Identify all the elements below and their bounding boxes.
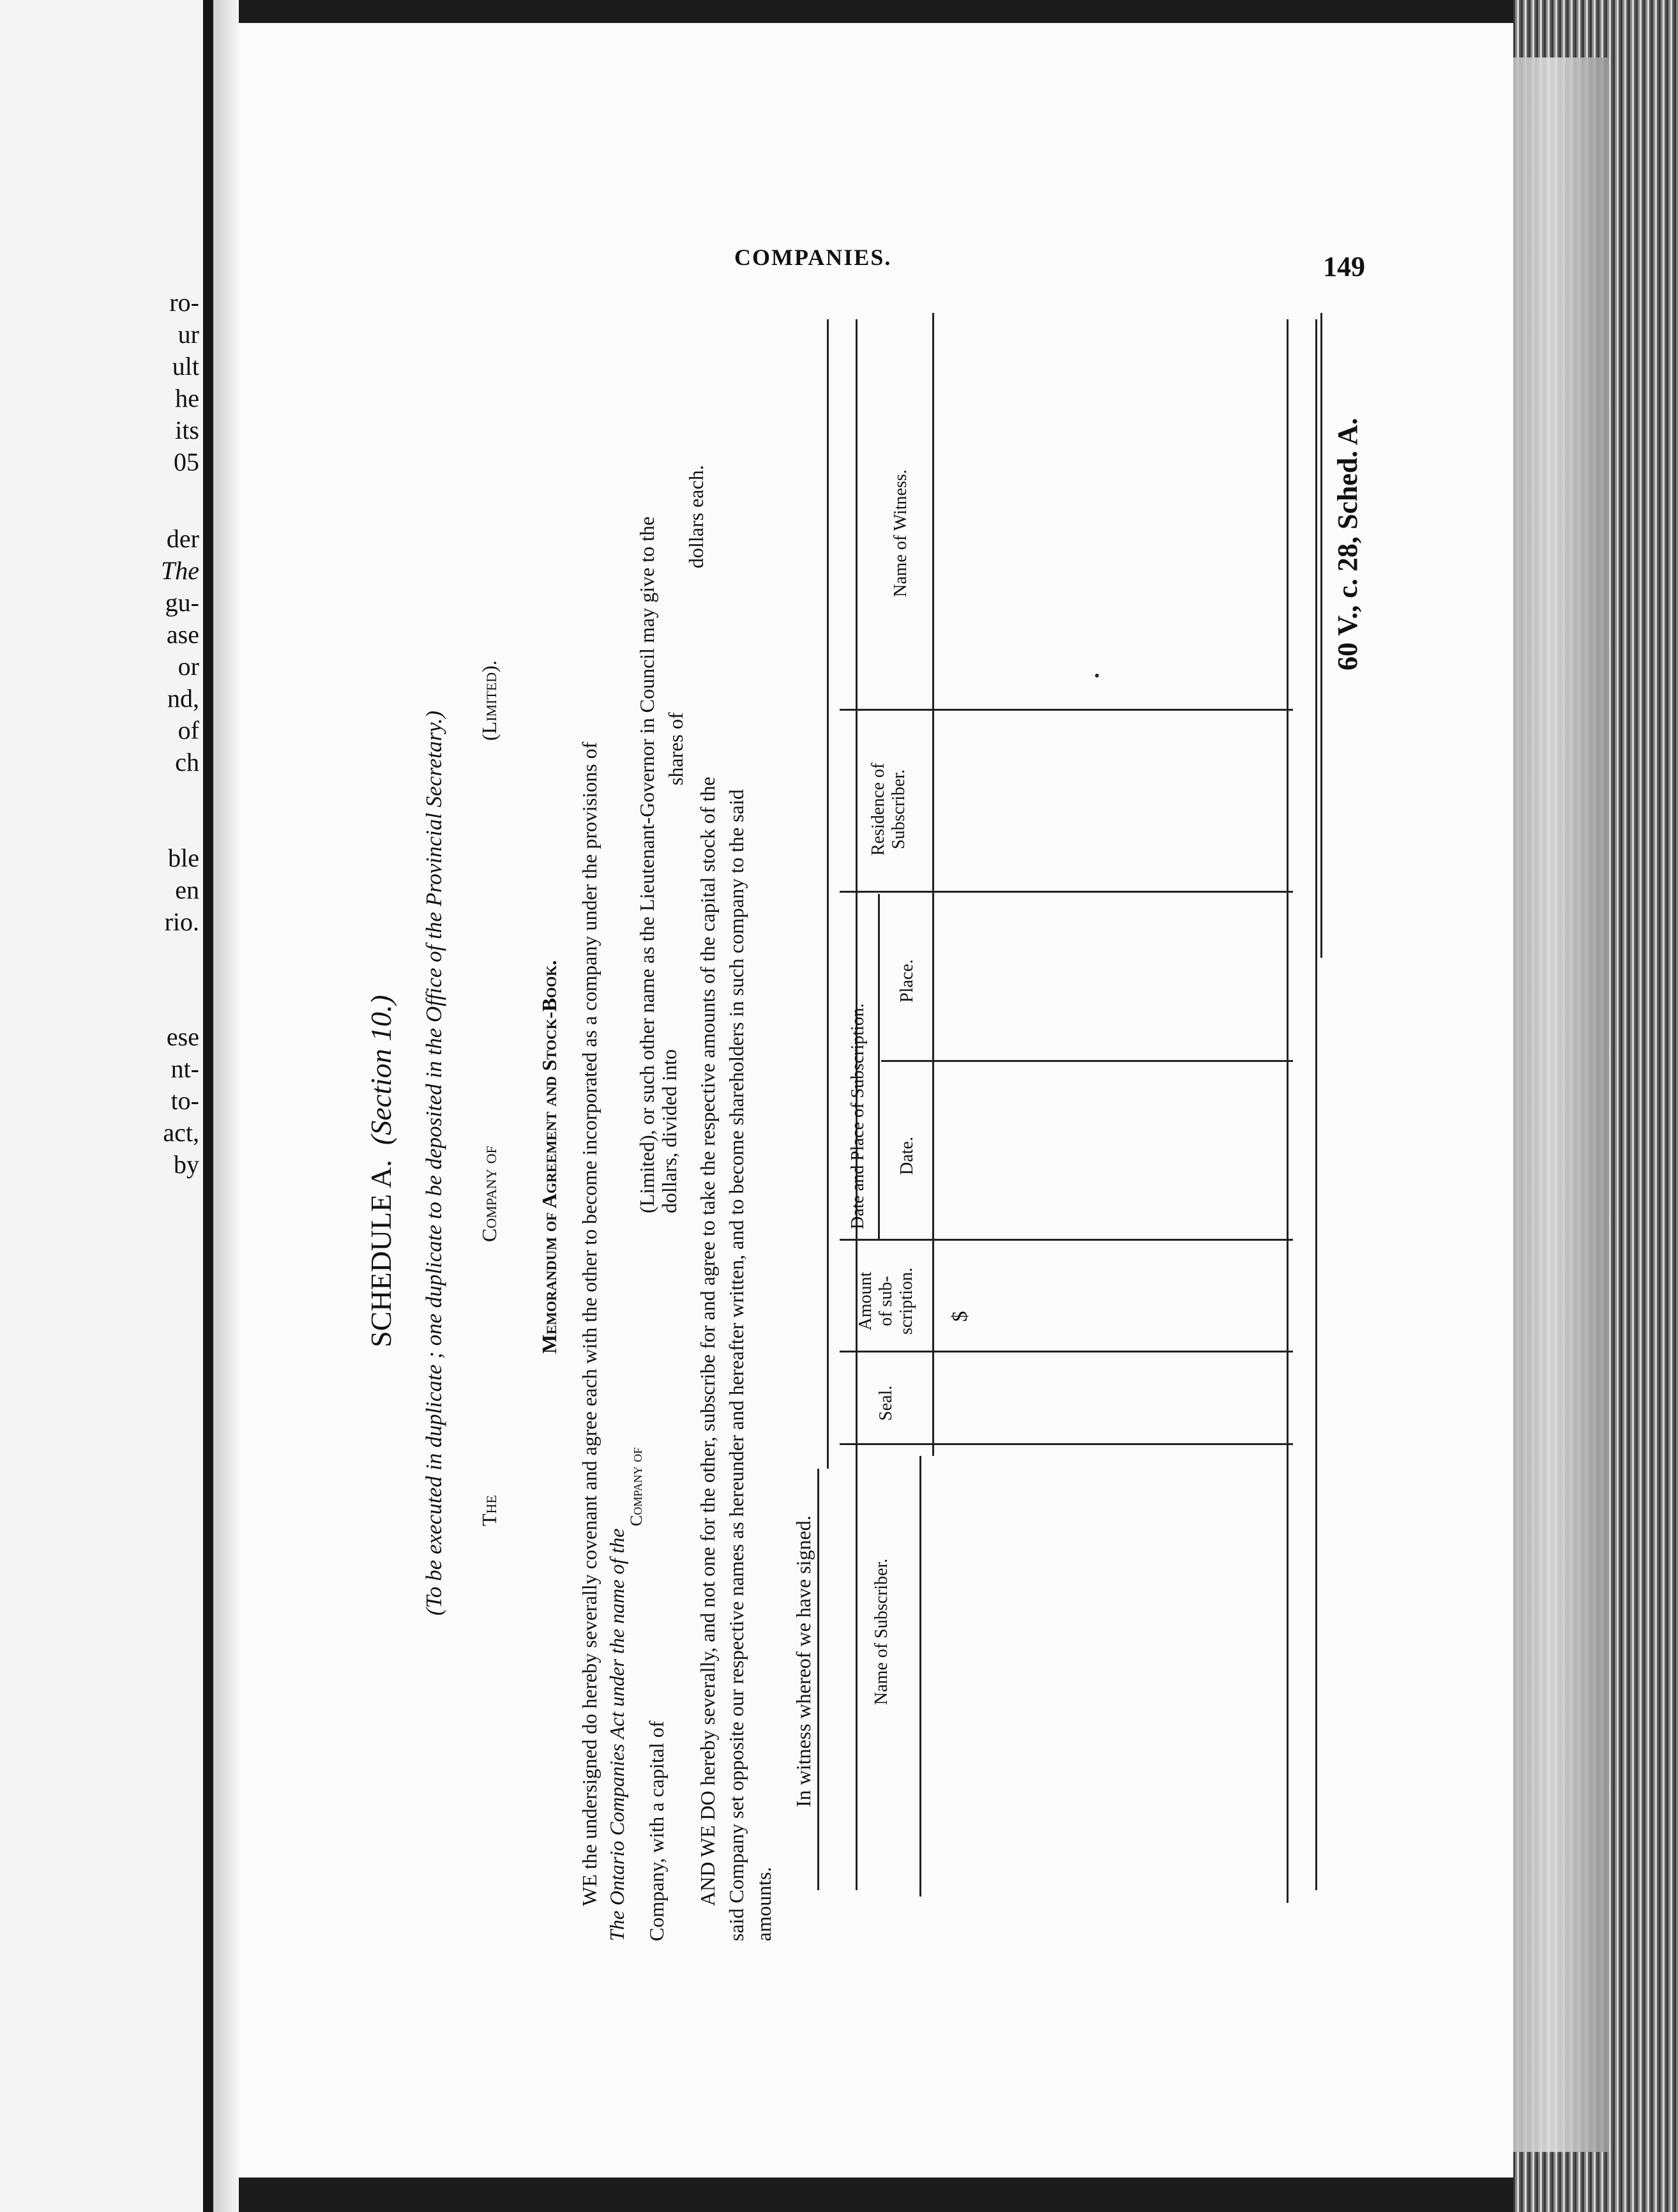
footer-rule [1320, 313, 1322, 958]
fragment-line: der [166, 524, 199, 553]
fragment-line: to- [170, 1086, 199, 1115]
table-bottom-rule-outer [1315, 319, 1317, 1890]
col-header-amount: Amount of sub- scription. [856, 1268, 916, 1335]
fragment-line: rio. [164, 907, 199, 936]
para1-line2: The Ontario Companies Act under the name of the [605, 1528, 628, 1941]
fragment-line: ult [172, 352, 199, 381]
fragment-line: nt- [170, 1054, 199, 1083]
fragment-line: or [178, 652, 199, 681]
memorandum-title: Memorandum of Agreement and Stock-Book. [538, 960, 561, 1354]
col-divider-subscriber-seal [840, 1443, 1293, 1445]
col-header-place: Place. [897, 959, 917, 1003]
col-header-residence: Residence of Subscriber. [868, 762, 909, 856]
para1-line3: (Limited), or such other name as the Lieutenant-Governor in Council may give to the [635, 516, 658, 1213]
running-header: COMPANIES. [734, 245, 892, 270]
fragment-line: ro- [169, 288, 199, 317]
company-line-the [478, 1495, 501, 1526]
fragment-line: ur [178, 320, 199, 349]
fragment-line: en [175, 875, 199, 904]
fragment-line: its [175, 416, 199, 444]
witness-line: In witness whereof we have signed. [792, 1515, 815, 1807]
col-divider-residence-witness [840, 709, 1293, 711]
fragment-line: ase [166, 620, 199, 649]
company-line-limited [478, 660, 501, 741]
the-label: The [478, 1495, 501, 1526]
col-header-seal: Seal. [876, 1385, 896, 1421]
fragment-line: ble [168, 844, 199, 872]
marginal-reference: 60 V., c. 28, Sched. A. [1332, 418, 1363, 670]
col-header-witness: Name of Witness. [891, 469, 911, 597]
scan-top-border [239, 0, 1513, 23]
fragment-line: ese [166, 1022, 199, 1051]
company-line-company [478, 1146, 501, 1242]
col-header-date-place: Date and Place of Subscription. [848, 1003, 868, 1229]
scan-bottom-border [239, 2178, 1513, 2212]
page-edges-highlight [1513, 57, 1609, 2152]
fragment-line: gu- [165, 588, 199, 617]
col-header-date: Date. [897, 1137, 917, 1175]
para1-line7: dollars each. [684, 465, 707, 568]
col-divider-place-residence [840, 891, 1293, 893]
col-divider-seal-amount [840, 1351, 1293, 1352]
dollar-sign: $ [948, 1311, 972, 1322]
para1-line1: WE the undersigned do hereby severally covenant and agree each with the other to become incorporated as a company under the provisions of [578, 741, 601, 1906]
para1-line6: shares of [664, 712, 687, 785]
schedule-instruction: (To be executed in duplicate ; one duplicate to be deposited in the Office of the Provincial Secretary.) [421, 710, 446, 1616]
fragment-line: nd, [167, 684, 199, 713]
col-divider-date-place [881, 1060, 1293, 1062]
page-number: 149 [1323, 251, 1365, 282]
col-divider-amount-date [840, 1239, 1293, 1241]
para2-line2: said Company set opposite our respective names as hereunder and hereafter written, and to become shareholders in such company to the said [725, 789, 748, 1941]
fragment-line: act, [163, 1118, 199, 1147]
stray-mark [1095, 674, 1099, 678]
table-top-rule-lower [817, 1469, 819, 1890]
fragment-line: 05 [174, 448, 199, 476]
fragment-line: he [175, 384, 199, 413]
header-rule-left [919, 1456, 921, 1897]
fragment-line: The [161, 556, 199, 585]
para2-line1: AND WE DO hereby severally, and not one for the other, subscribe for and agree to take the respective amounts of the capital stock of the [696, 776, 719, 1906]
header-rule-right [932, 313, 934, 1456]
limited-label: (Limited). [478, 660, 501, 741]
table-bottom-rule [1287, 319, 1289, 1903]
book-gutter [203, 0, 213, 2212]
para1-line5: dollars, divided into [658, 1049, 681, 1213]
fragment-line: ch [175, 748, 199, 776]
schedule-heading: SCHEDULE A. (Section 10.) [365, 995, 397, 1347]
date-place-subheader-rule [878, 894, 880, 1239]
para1-line4: Company, with a capital of [645, 1720, 668, 1941]
fragment-line: by [174, 1150, 199, 1179]
para1-company-of: Company of [627, 1447, 646, 1526]
para2-line3: amounts. [752, 1867, 775, 1941]
gutter-shadow [213, 0, 239, 2212]
table-top-rule-upper [827, 319, 829, 1469]
fragment-line: of [178, 716, 199, 745]
company-of-label: Company of [478, 1146, 501, 1242]
col-header-subscriber: Name of Subscriber. [872, 1558, 891, 1705]
